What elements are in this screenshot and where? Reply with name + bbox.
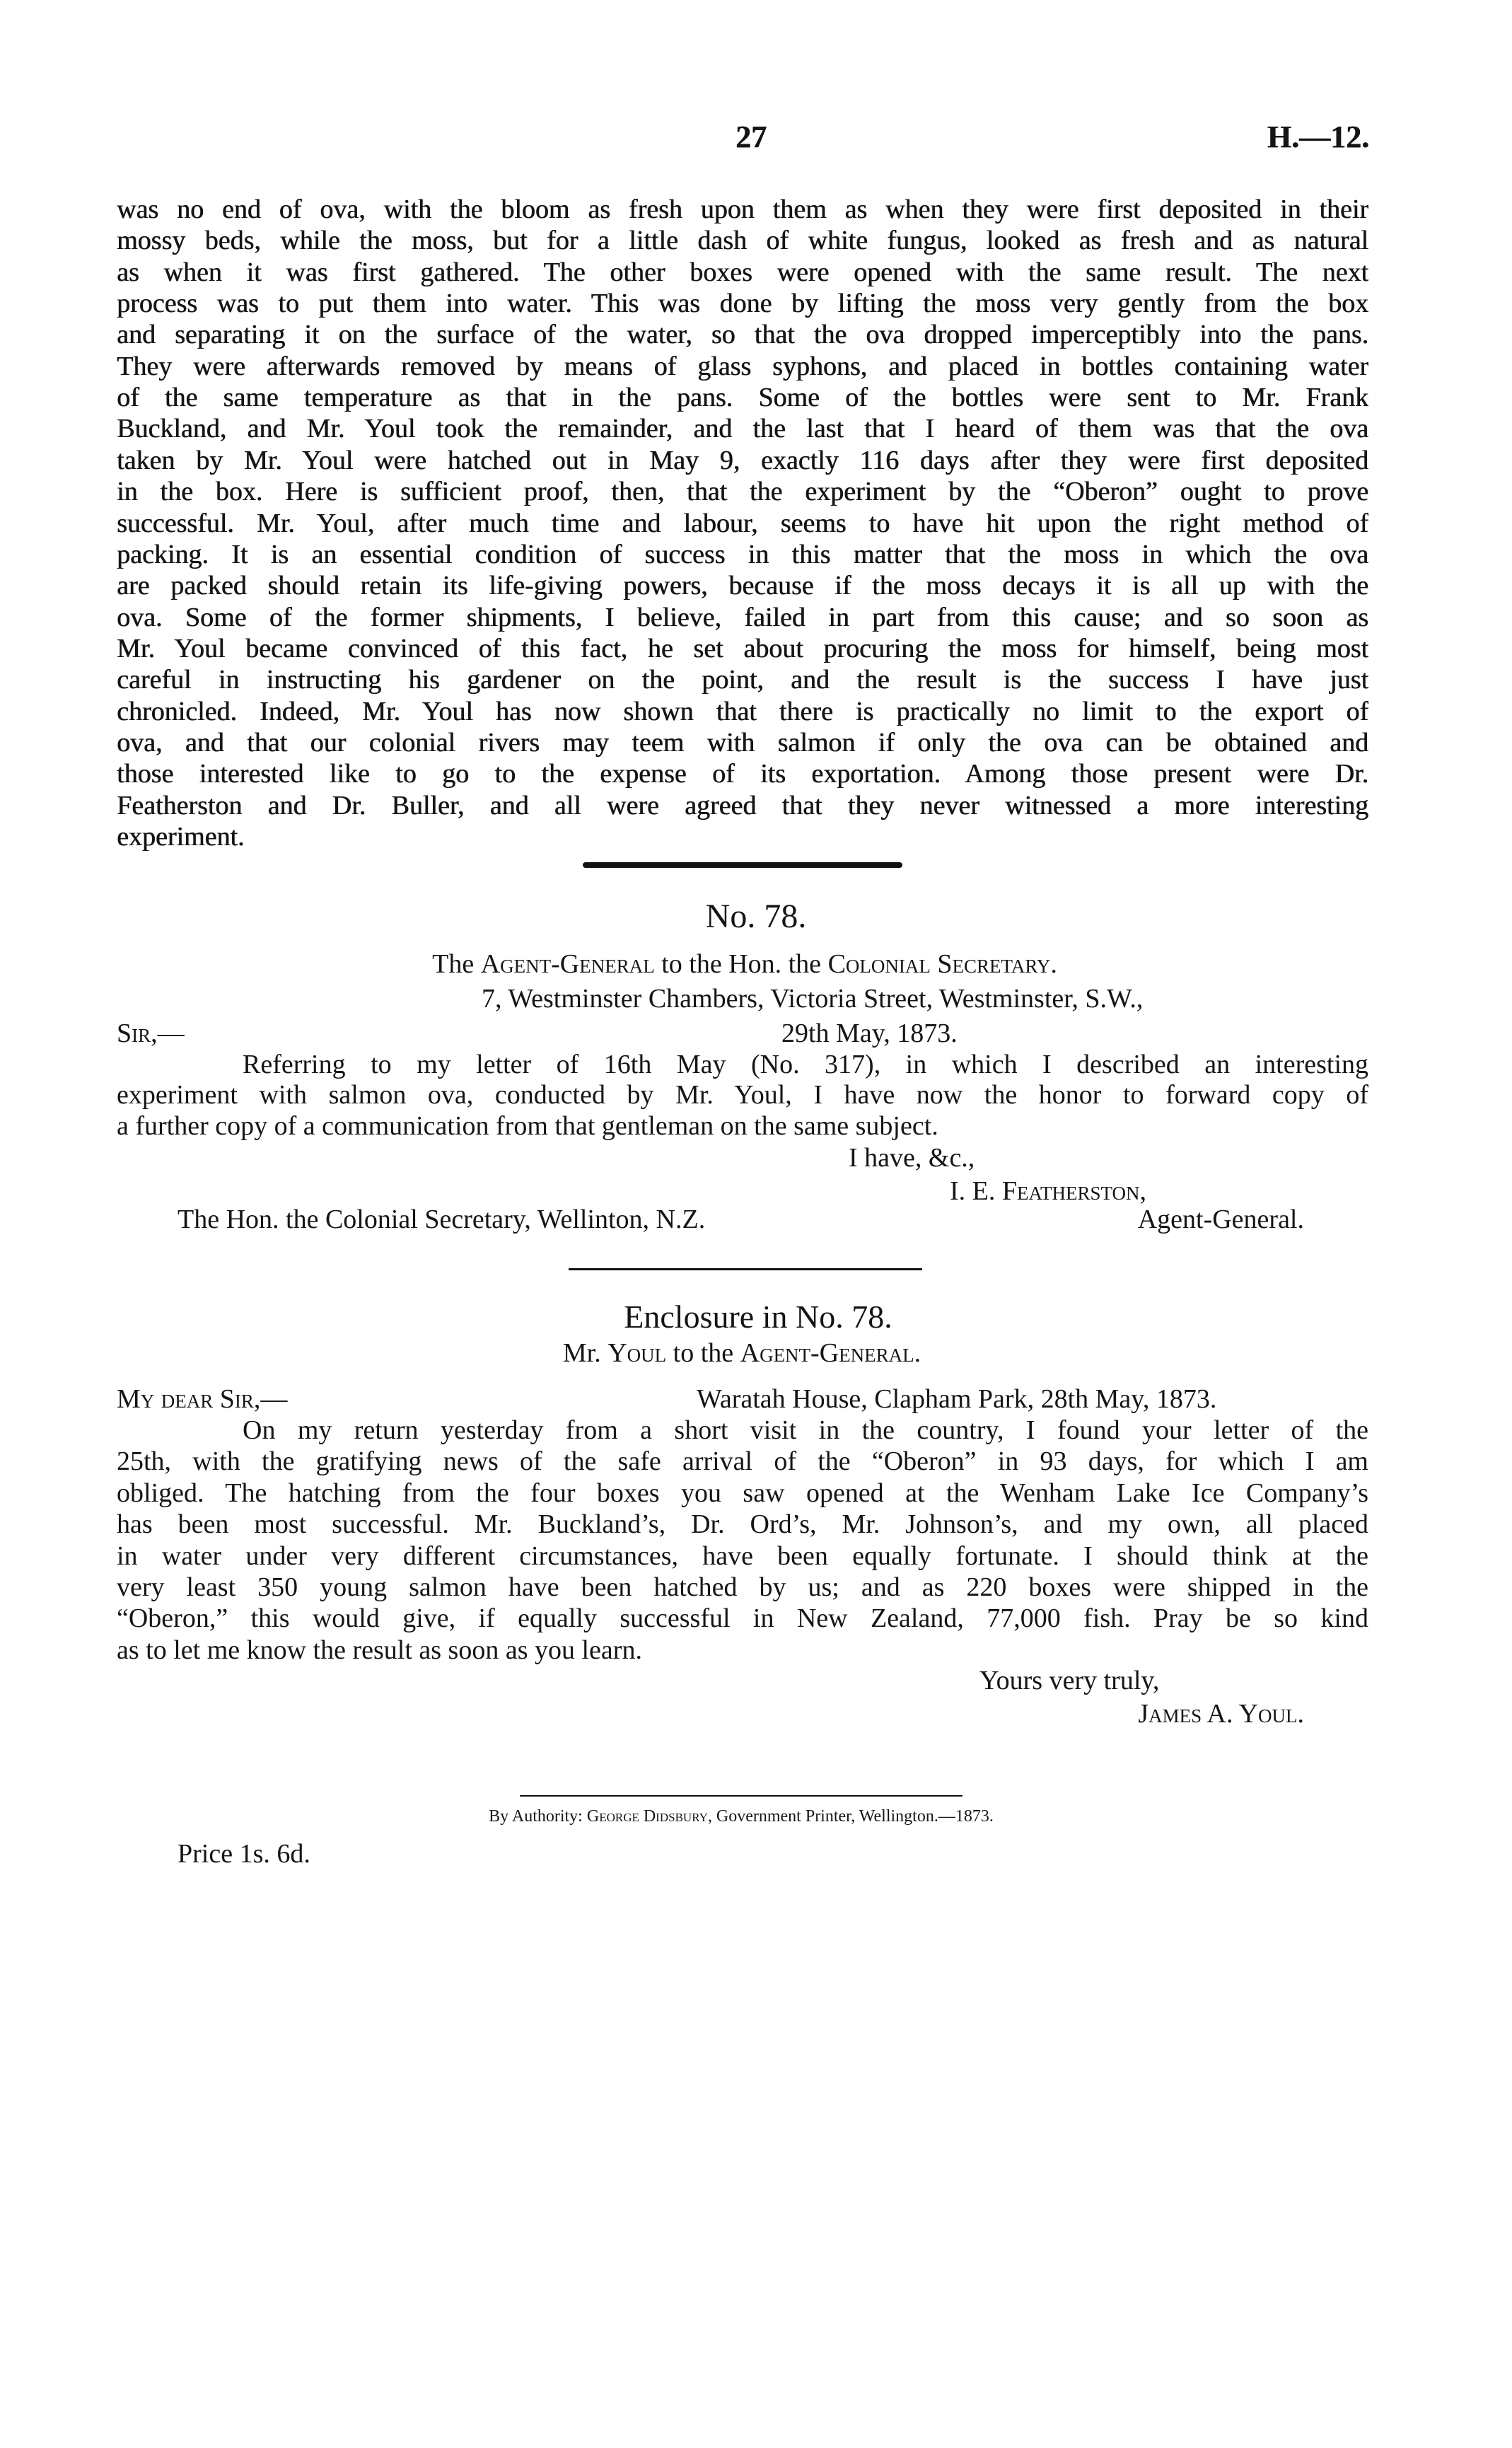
section-divider-thin bbox=[569, 1268, 922, 1270]
text-line: chronicled. Indeed, Mr. Youl has now shown that there is practically no limit to the export of bbox=[117, 696, 1368, 726]
heading-part: to the Hon. the bbox=[654, 949, 828, 979]
text-line: those interested like to go to the expense of its exportation. Among those present were Dr. bbox=[117, 759, 1368, 789]
imprint-suffix: , Government Printer, Wellington.—1873. bbox=[707, 1807, 994, 1826]
enclosure-salutation: My dear Sir,— bbox=[117, 1384, 288, 1414]
letter-date: 29th May, 1873. bbox=[781, 1019, 958, 1048]
enclosure-closing: Yours very truly, bbox=[979, 1666, 1160, 1695]
letter-body-line: experiment with salmon ova, conducted by Mr. Youl, I have now the honor to forward copy of bbox=[117, 1080, 1368, 1110]
enclosure-body-line: 25th, with the gratifying news of the safe arrival of the “Oberon” in 93 days, for which I am bbox=[117, 1446, 1368, 1477]
text-line: was no end of ova, with the bloom as fresh upon them as when they were first deposited in their bbox=[117, 195, 1368, 224]
enclosure-body-line: “Oberon,” this would give, if equally successful in New Zealand, 77,000 fish. Pray be so kind bbox=[117, 1603, 1368, 1634]
footer-divider bbox=[520, 1795, 963, 1797]
letter-salutation: Sir,— bbox=[117, 1019, 185, 1048]
enclosure-body-line: very least 350 young salmon have been hatched by us; and as 220 boxes were shipped in the bbox=[117, 1572, 1368, 1602]
letter-address: 7, Westminster Chambers, Victoria Street, Westminster, S.W., bbox=[482, 984, 1144, 1014]
enclosure-body-line: obliged. The hatching from the four boxes you saw opened at the Wenham Lake Ice Company’s bbox=[117, 1478, 1368, 1508]
text-line: in the box. Here is sufficient proof, then, that the experiment by the “Oberon” ought to prove bbox=[117, 477, 1368, 507]
heading-recipient: Colonial Secretary bbox=[827, 949, 1051, 979]
text-line: packing. It is an essential condition of success in this matter that the moss in which the ova bbox=[117, 539, 1368, 569]
enclosure-signature: James A. Youl. bbox=[1138, 1699, 1304, 1729]
letter-body-line: Referring to my letter of 16th May (No. 317), in which I described an interesting bbox=[243, 1050, 1368, 1079]
text-line: Featherston and Dr. Buller, and all were agreed that they never witnessed a more interesting bbox=[117, 790, 1368, 820]
heading-part: The bbox=[432, 949, 481, 979]
text-line: careful in instructing his gardener on the point, and the result is the success I have just bbox=[117, 665, 1368, 695]
letter-body-line: a further copy of a communication from that gentleman on the same subject. bbox=[117, 1111, 938, 1141]
letter-recipient: The Hon. the Colonial Secretary, Wellinton, N.Z. bbox=[178, 1205, 706, 1234]
subheading-sender: Youl bbox=[607, 1338, 667, 1368]
text-line: Mr. Youl became convinced of this fact, he set about procuring the moss for himself, being most bbox=[117, 633, 1368, 663]
enclosure-subheading bbox=[0, 1338, 1484, 1369]
document-reference: H.—12. bbox=[1267, 120, 1369, 154]
text-line: as when it was first gathered. The other boxes were opened with the same result. The next bbox=[117, 257, 1368, 287]
subheading-part: to the bbox=[666, 1338, 740, 1368]
text-line: are packed should retain its life-giving powers, because if the moss decays it is all up with the bbox=[117, 571, 1368, 601]
heading-sender: Agent-General bbox=[480, 949, 655, 979]
enclosure-body-line: as to let me know the result as soon as you learn. bbox=[117, 1635, 642, 1665]
heading-part: . bbox=[1050, 949, 1057, 979]
letter-signature: I. E. Featherston, bbox=[950, 1176, 1147, 1206]
subheading-recipient: Agent-General bbox=[740, 1338, 914, 1368]
page-number: 27 bbox=[735, 120, 767, 154]
letter-number: No. 78. bbox=[705, 898, 807, 935]
text-line: and separating it on the surface of the water, so that the ova dropped imperceptibly into the pans. bbox=[117, 320, 1368, 350]
text-line: ova, and that our colonial rivers may teem with salmon if only the ova can be obtained and bbox=[117, 727, 1368, 758]
imprint-printer: George Didsbury bbox=[586, 1807, 708, 1826]
letter-signer-title: Agent-General. bbox=[1137, 1205, 1304, 1234]
letter-heading bbox=[0, 949, 1489, 980]
subheading-part: Mr. bbox=[562, 1338, 608, 1368]
text-line: taken by Mr. Youl were hatched out in May 9, exactly 116 days after they were first deposited bbox=[117, 445, 1368, 475]
text-line: experiment. bbox=[117, 822, 245, 852]
text-line: ova. Some of the former shipments, I believe, failed in part from this cause; and so soon as bbox=[117, 602, 1368, 632]
enclosure-address-date: Waratah House, Clapham Park, 28th May, 1873. bbox=[697, 1384, 1217, 1414]
enclosure-heading: Enclosure in No. 78. bbox=[624, 1299, 892, 1335]
imprint-prefix: By Authority: bbox=[489, 1807, 587, 1826]
enclosure-body-line: in water under very different circumstances, have been equally fortunate. I should think at the bbox=[117, 1541, 1368, 1571]
text-line: successful. Mr. Youl, after much time and labour, seems to have hit upon the right method of bbox=[117, 508, 1368, 538]
letter-closing: I have, &c., bbox=[849, 1143, 975, 1173]
section-divider-thick bbox=[583, 862, 902, 868]
text-line: Buckland, and Mr. Youl took the remainder, and the last that I heard of them was that the ova bbox=[117, 414, 1368, 444]
text-line: process was to put them into water. This was done by lifting the moss very gently from the box bbox=[117, 289, 1368, 319]
text-line: They were afterwards removed by means of glass syphons, and placed in bottles containing water bbox=[117, 351, 1368, 381]
text-line: of the same temperature as that in the pans. Some of the bottles were sent to Mr. Frank bbox=[117, 383, 1368, 413]
printer-imprint bbox=[0, 1805, 1482, 1828]
enclosure-body-line: has been most successful. Mr. Buckland’s, Dr. Ord’s, Mr. Johnson’s, and my own, all placed bbox=[117, 1509, 1368, 1540]
text-line: mossy beds, while the moss, but for a little dash of white fungus, looked as fresh and as natural bbox=[117, 226, 1368, 256]
price: Price 1s. 6d. bbox=[178, 1839, 310, 1869]
enclosure-body-line: On my return yesterday from a short visit in the country, I found your letter of the bbox=[243, 1415, 1368, 1445]
subheading-part: . bbox=[914, 1338, 921, 1368]
